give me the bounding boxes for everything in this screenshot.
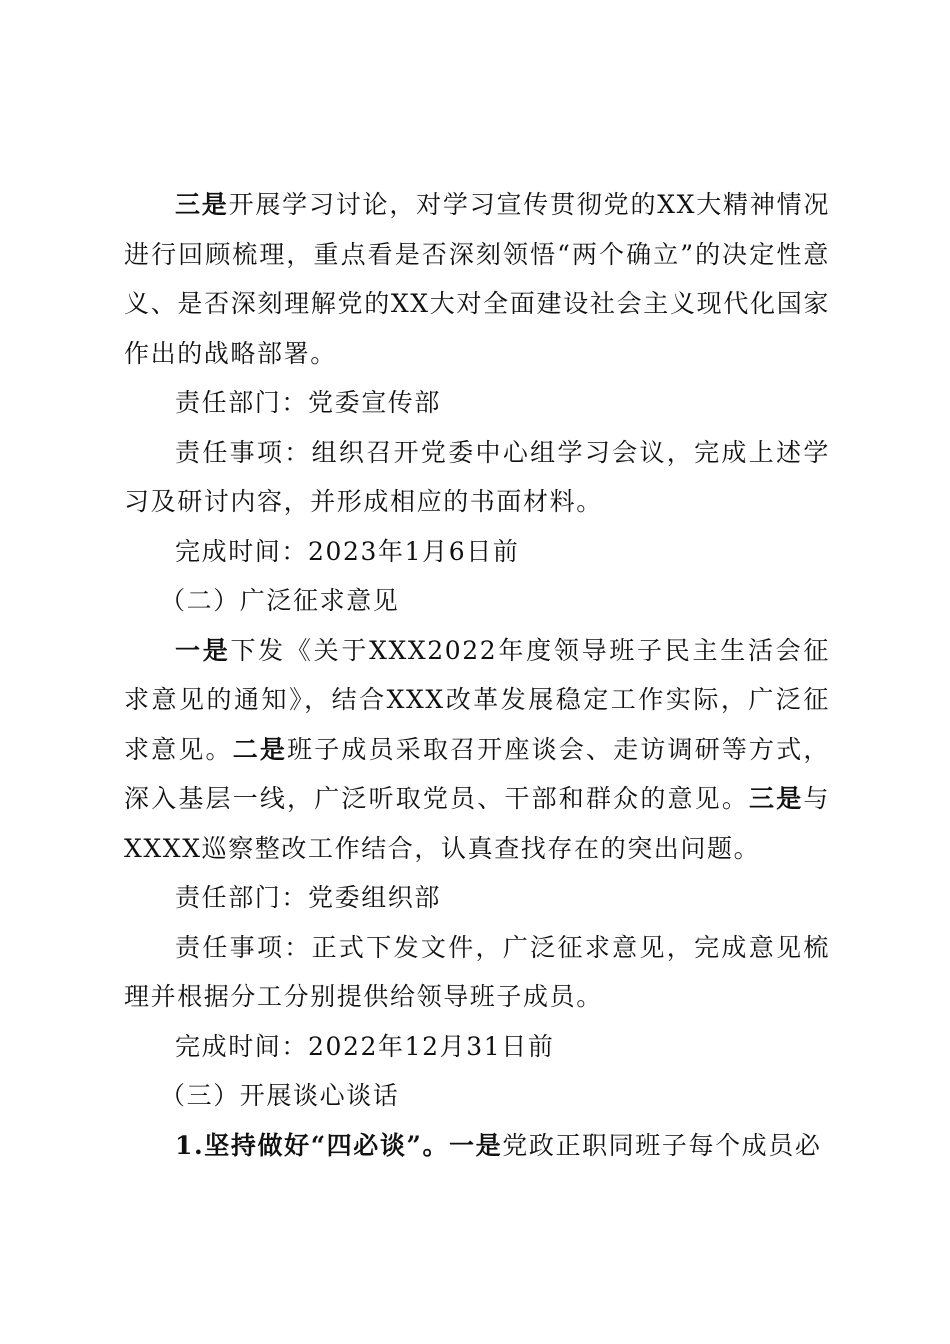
paragraph-text: 完成时间：2022年12月31日前 (175, 1031, 555, 1061)
paragraph-four-must-talks (124, 1121, 830, 1171)
paragraph-text: 责任部门：党委宣传部 (175, 388, 442, 417)
section-heading-heart-talks (124, 1071, 830, 1121)
paragraph-text: 责任事项：组织召开党委中心组学习会议，完成上述学习及研讨内容，并形成相应的书面材料。 (124, 437, 830, 516)
heading-text: （二）广泛征求意见 (160, 586, 400, 615)
paragraph-text: 党政正职同班子每个成员必 (502, 1130, 822, 1160)
bold-lead-third: 三是 (175, 190, 229, 219)
paragraph-study-discussion (124, 180, 830, 378)
paragraph-text: 开展学习讨论，对学习宣传贯彻党的XX大精神情况进行回顾梳理，重点看是否深刻领悟“两个确立”的决定性意义、是否深刻理解党的XX大对全面建设社会主义现代化国家作出的战略部署。 (124, 190, 830, 368)
paragraph-text: 与XXXX巡察整改工作结合，认真查找存在的突出问题。 (124, 784, 830, 863)
bold-lead-four-must-talks: 1.坚持做好“四必谈”。一是 (175, 1130, 503, 1160)
bold-lead-first: 一是 (175, 635, 231, 665)
responsible-item (124, 923, 830, 1022)
section-heading-solicit-opinions (124, 576, 830, 626)
bold-lead-third: 三是 (749, 784, 804, 813)
paragraph-text: 下发《关于XXX2022年度领导班子民主生活会征求意见的通知》，结合XXX改革发展稳定工作实际，广泛征求意见。 (124, 635, 830, 764)
paragraph-text: 责任事项：正式下发文件，广泛征求意见，完成意见梳理并根据分工分别提供给领导班子成员。 (124, 932, 830, 1011)
paragraph-text: 班子成员采取召开座谈会、走访调研等方式，深入基层一线，广泛听取党员、干部和群众的意见。 (124, 734, 830, 813)
document-body (124, 180, 830, 1170)
completion-time (124, 1022, 830, 1072)
responsible-department (124, 378, 830, 428)
paragraph-text: 完成时间：2023年1月6日前 (175, 536, 520, 566)
completion-time (124, 527, 830, 577)
paragraph-text: 责任部门：党委组织部 (175, 883, 442, 912)
paragraph-solicit-opinions (124, 626, 830, 874)
bold-lead-second: 二是 (232, 734, 288, 764)
responsible-item (124, 428, 830, 527)
heading-text: （三）开展谈心谈话 (160, 1081, 400, 1110)
responsible-department (124, 873, 830, 923)
